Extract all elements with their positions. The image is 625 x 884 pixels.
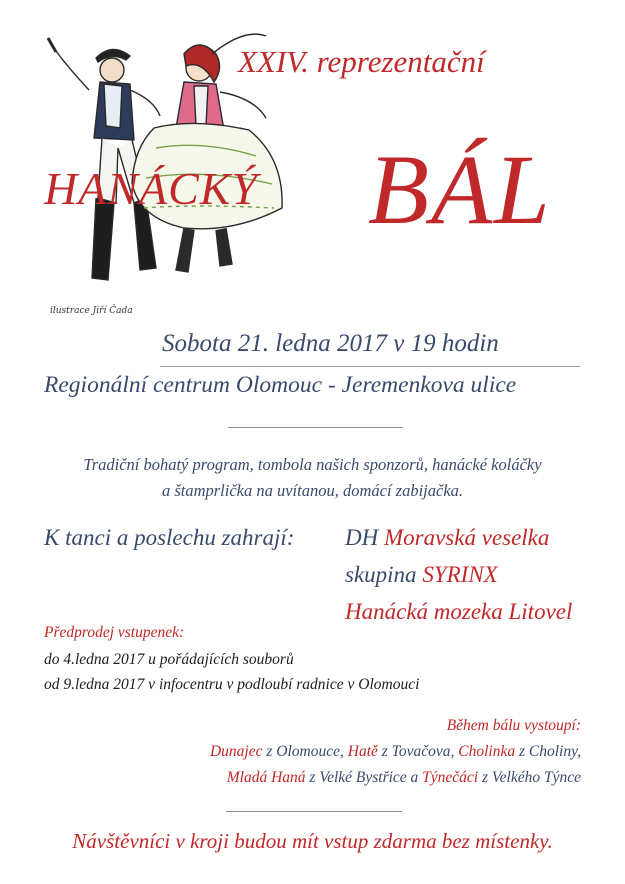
band-name: Hanácká mozeka Litovel bbox=[345, 599, 573, 624]
performer-name: Dunajec bbox=[209, 743, 263, 760]
heading-bal: BÁL bbox=[368, 134, 552, 245]
divider-line bbox=[228, 427, 403, 428]
band-prefix: DH bbox=[345, 525, 384, 550]
performer-name: Hatě bbox=[347, 743, 378, 760]
footer-note: Návštěvníci v kroji budou mít vstup zdarma bez místenky. bbox=[72, 829, 553, 853]
illustration-credit: ilustrace Jiří Čada bbox=[50, 306, 133, 316]
band-item bbox=[345, 525, 549, 551]
performer-name: Týnečáci bbox=[422, 769, 479, 786]
band-name: Moravská veselka bbox=[383, 525, 550, 550]
presale-line: od 9.ledna 2017 v infocentru v podloubí radnice v Olomouci bbox=[44, 676, 420, 693]
performer-name: Cholinka bbox=[458, 743, 516, 760]
event-venue: Regionální centrum Olomouc - Jeremenkova ulice bbox=[44, 372, 517, 398]
performer-place: z Olomouce, bbox=[262, 743, 348, 760]
performer-place: z Tovačova, bbox=[377, 743, 459, 760]
program-line: a štamprlička na uvítanou, domácí zabijačka. bbox=[161, 481, 464, 500]
band-prefix: skupina bbox=[345, 562, 423, 587]
divider-line bbox=[160, 366, 580, 367]
presale-title: Předprodej vstupenek: bbox=[44, 624, 185, 641]
performers-title: Během bálu vystoupí: bbox=[446, 717, 581, 734]
performer-place: z Velkého Týnce bbox=[478, 769, 581, 786]
heading-edition: XXIV. reprezentační bbox=[238, 44, 485, 79]
performers-line bbox=[210, 743, 581, 761]
band-name: SYRINX bbox=[422, 562, 498, 587]
presale-line: do 4.ledna 2017 u pořádajících souborů bbox=[44, 651, 294, 668]
band-item bbox=[345, 599, 572, 625]
divider-line bbox=[226, 811, 402, 812]
heading-hanacky: HANÁCKÝ bbox=[44, 163, 259, 214]
performers-line bbox=[227, 769, 581, 787]
event-date: Sobota 21. ledna 2017 v 19 hodin bbox=[162, 330, 499, 357]
band-item bbox=[345, 562, 498, 588]
music-intro: K tanci a poslechu zahrají: bbox=[44, 525, 295, 550]
performer-name: Mladá Haná bbox=[226, 769, 306, 786]
program-line: Tradiční bohatý program, tombola našich sponzorů, hanácké koláčky bbox=[83, 455, 542, 474]
performer-place: z Choliny, bbox=[515, 743, 581, 760]
performer-place: z Velké Bystřice a bbox=[305, 769, 423, 786]
